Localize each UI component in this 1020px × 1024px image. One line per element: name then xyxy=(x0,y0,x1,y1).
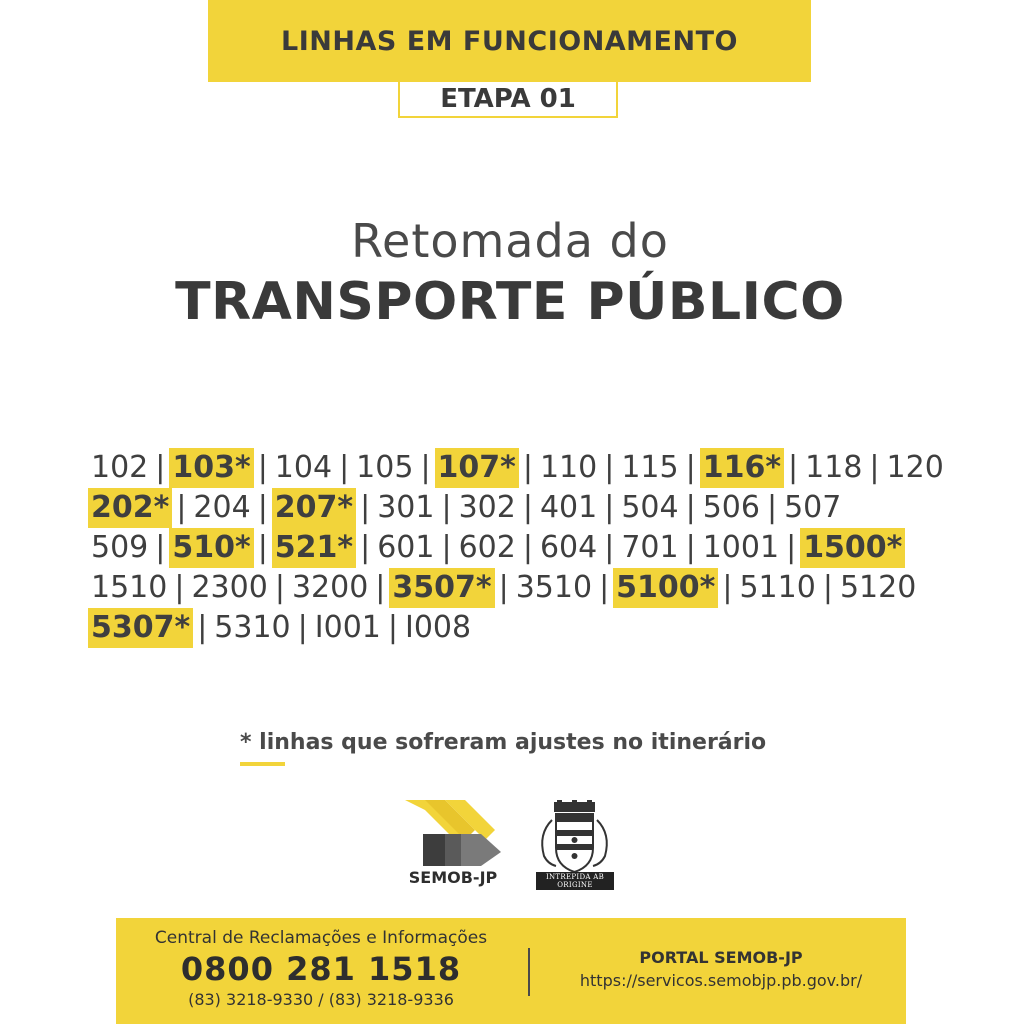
bus-line: 115 xyxy=(621,450,679,485)
bus-line: 701 xyxy=(621,530,679,565)
bus-line: 3510 xyxy=(515,570,593,605)
bus-line: 120 xyxy=(886,450,944,485)
bus-line-adjusted: 3507* xyxy=(389,568,494,608)
bus-line-adjusted: 510* xyxy=(169,528,253,568)
bus-line: 5310 xyxy=(214,610,291,645)
line-separator: | xyxy=(599,570,610,605)
bus-line-adjusted: 5307* xyxy=(88,608,193,648)
line-separator: | xyxy=(360,490,371,525)
note-underline xyxy=(240,762,285,766)
line-separator: | xyxy=(786,530,797,565)
line-separator: | xyxy=(257,530,268,565)
line-separator: | xyxy=(604,490,615,525)
bus-line: 302 xyxy=(458,490,516,525)
bus-line: 1510 xyxy=(91,570,168,605)
bus-line: 204 xyxy=(193,490,251,525)
bus-line-adjusted: 207* xyxy=(272,488,356,528)
alt-phones[interactable]: (83) 3218-9330 / (83) 3218-9336 xyxy=(188,990,454,1009)
bus-line: 110 xyxy=(539,450,598,485)
bus-line-adjusted: 103* xyxy=(169,448,253,488)
line-separator: | xyxy=(822,570,833,605)
line-separator: | xyxy=(257,450,268,485)
adjustment-note: * linhas que sofreram ajustes no itinerário xyxy=(240,730,767,755)
line-separator: | xyxy=(155,450,166,485)
line-separator: | xyxy=(766,490,778,525)
line-separator: | xyxy=(297,610,308,645)
bus-line: 507 xyxy=(784,490,842,525)
bus-line: 604 xyxy=(539,530,598,565)
line-separator: | xyxy=(375,570,386,605)
bus-line: 118 xyxy=(805,450,863,485)
line-separator: | xyxy=(685,450,696,485)
bus-line-adjusted: 5100* xyxy=(613,568,718,608)
line-separator: | xyxy=(869,450,880,485)
bus-line-adjusted: 107* xyxy=(435,448,519,488)
line-separator: | xyxy=(441,530,452,565)
bus-lines-list xyxy=(88,448,968,648)
footer-portal xyxy=(536,918,906,1024)
line-separator: | xyxy=(522,490,533,525)
bus-line: 602 xyxy=(458,530,516,565)
bus-line: 3200 xyxy=(291,570,369,605)
line-separator: | xyxy=(155,530,166,565)
stage-badge xyxy=(398,82,618,118)
bus-lines-row xyxy=(88,528,968,568)
bus-line: I008 xyxy=(404,610,472,645)
bus-line: 301 xyxy=(377,490,435,525)
main-phone[interactable]: 0800 281 1518 xyxy=(180,950,462,988)
line-separator: | xyxy=(387,610,398,645)
header-banner xyxy=(208,0,811,82)
line-separator: | xyxy=(339,450,350,485)
footer-central xyxy=(116,918,526,1024)
bus-line: 1001 xyxy=(702,530,780,565)
line-separator: | xyxy=(498,570,509,605)
line-separator: | xyxy=(360,530,371,565)
bus-line: 102 xyxy=(91,450,149,485)
stage-label: ETAPA 01 xyxy=(440,84,576,114)
crest-motto: INTREPIDA AB ORIGINE xyxy=(536,872,614,890)
bus-line: I001 xyxy=(314,610,381,645)
bus-line: 504 xyxy=(621,490,679,525)
line-separator: | xyxy=(522,450,533,485)
title-line2: TRANSPORTE PÚBLICO xyxy=(175,272,845,332)
line-separator: | xyxy=(441,490,452,525)
bus-line: 601 xyxy=(377,530,435,565)
bus-line: 401 xyxy=(539,490,598,525)
line-separator: | xyxy=(197,610,208,645)
line-separator: | xyxy=(685,530,696,565)
bus-lines-row xyxy=(88,608,968,648)
banner-title: LINHAS EM FUNCIONAMENTO xyxy=(281,25,738,57)
line-separator: | xyxy=(685,490,696,525)
title-line1: Retomada do xyxy=(351,214,669,268)
bus-lines-row xyxy=(88,448,968,488)
footer-contact-bar xyxy=(116,918,906,1024)
semob-logo-label: SEMOB-JP xyxy=(408,868,498,887)
line-separator: | xyxy=(788,450,799,485)
bus-lines-row xyxy=(88,568,968,608)
central-label: Central de Reclamações e Informações xyxy=(154,928,488,948)
line-separator: | xyxy=(722,570,733,605)
bus-line: 5110 xyxy=(739,570,816,605)
portal-url-link[interactable]: https://servicos.semobjp.pb.gov.br/ xyxy=(579,971,863,990)
line-separator: | xyxy=(174,570,185,605)
bus-line: 104 xyxy=(274,450,333,485)
bus-line: 5120 xyxy=(839,570,917,605)
bus-line-adjusted: 202* xyxy=(88,488,172,528)
bus-line: 105 xyxy=(356,450,414,485)
bus-line: 509 xyxy=(91,530,149,565)
bus-lines-row xyxy=(88,488,968,528)
line-separator: | xyxy=(604,530,615,565)
portal-label: PORTAL SEMOB-JP xyxy=(639,948,803,967)
line-separator: | xyxy=(604,450,615,485)
line-separator: | xyxy=(176,490,187,525)
bus-line-adjusted: 521* xyxy=(272,528,356,568)
bus-line: 2300 xyxy=(191,570,268,605)
line-separator: | xyxy=(257,490,268,525)
line-separator: | xyxy=(274,570,285,605)
bus-line-adjusted: 1500* xyxy=(800,528,905,568)
line-separator: | xyxy=(420,450,431,485)
bus-line-adjusted: 116* xyxy=(700,448,784,488)
bus-line: 506 xyxy=(702,490,760,525)
footer-divider xyxy=(528,948,530,996)
line-separator: | xyxy=(522,530,533,565)
